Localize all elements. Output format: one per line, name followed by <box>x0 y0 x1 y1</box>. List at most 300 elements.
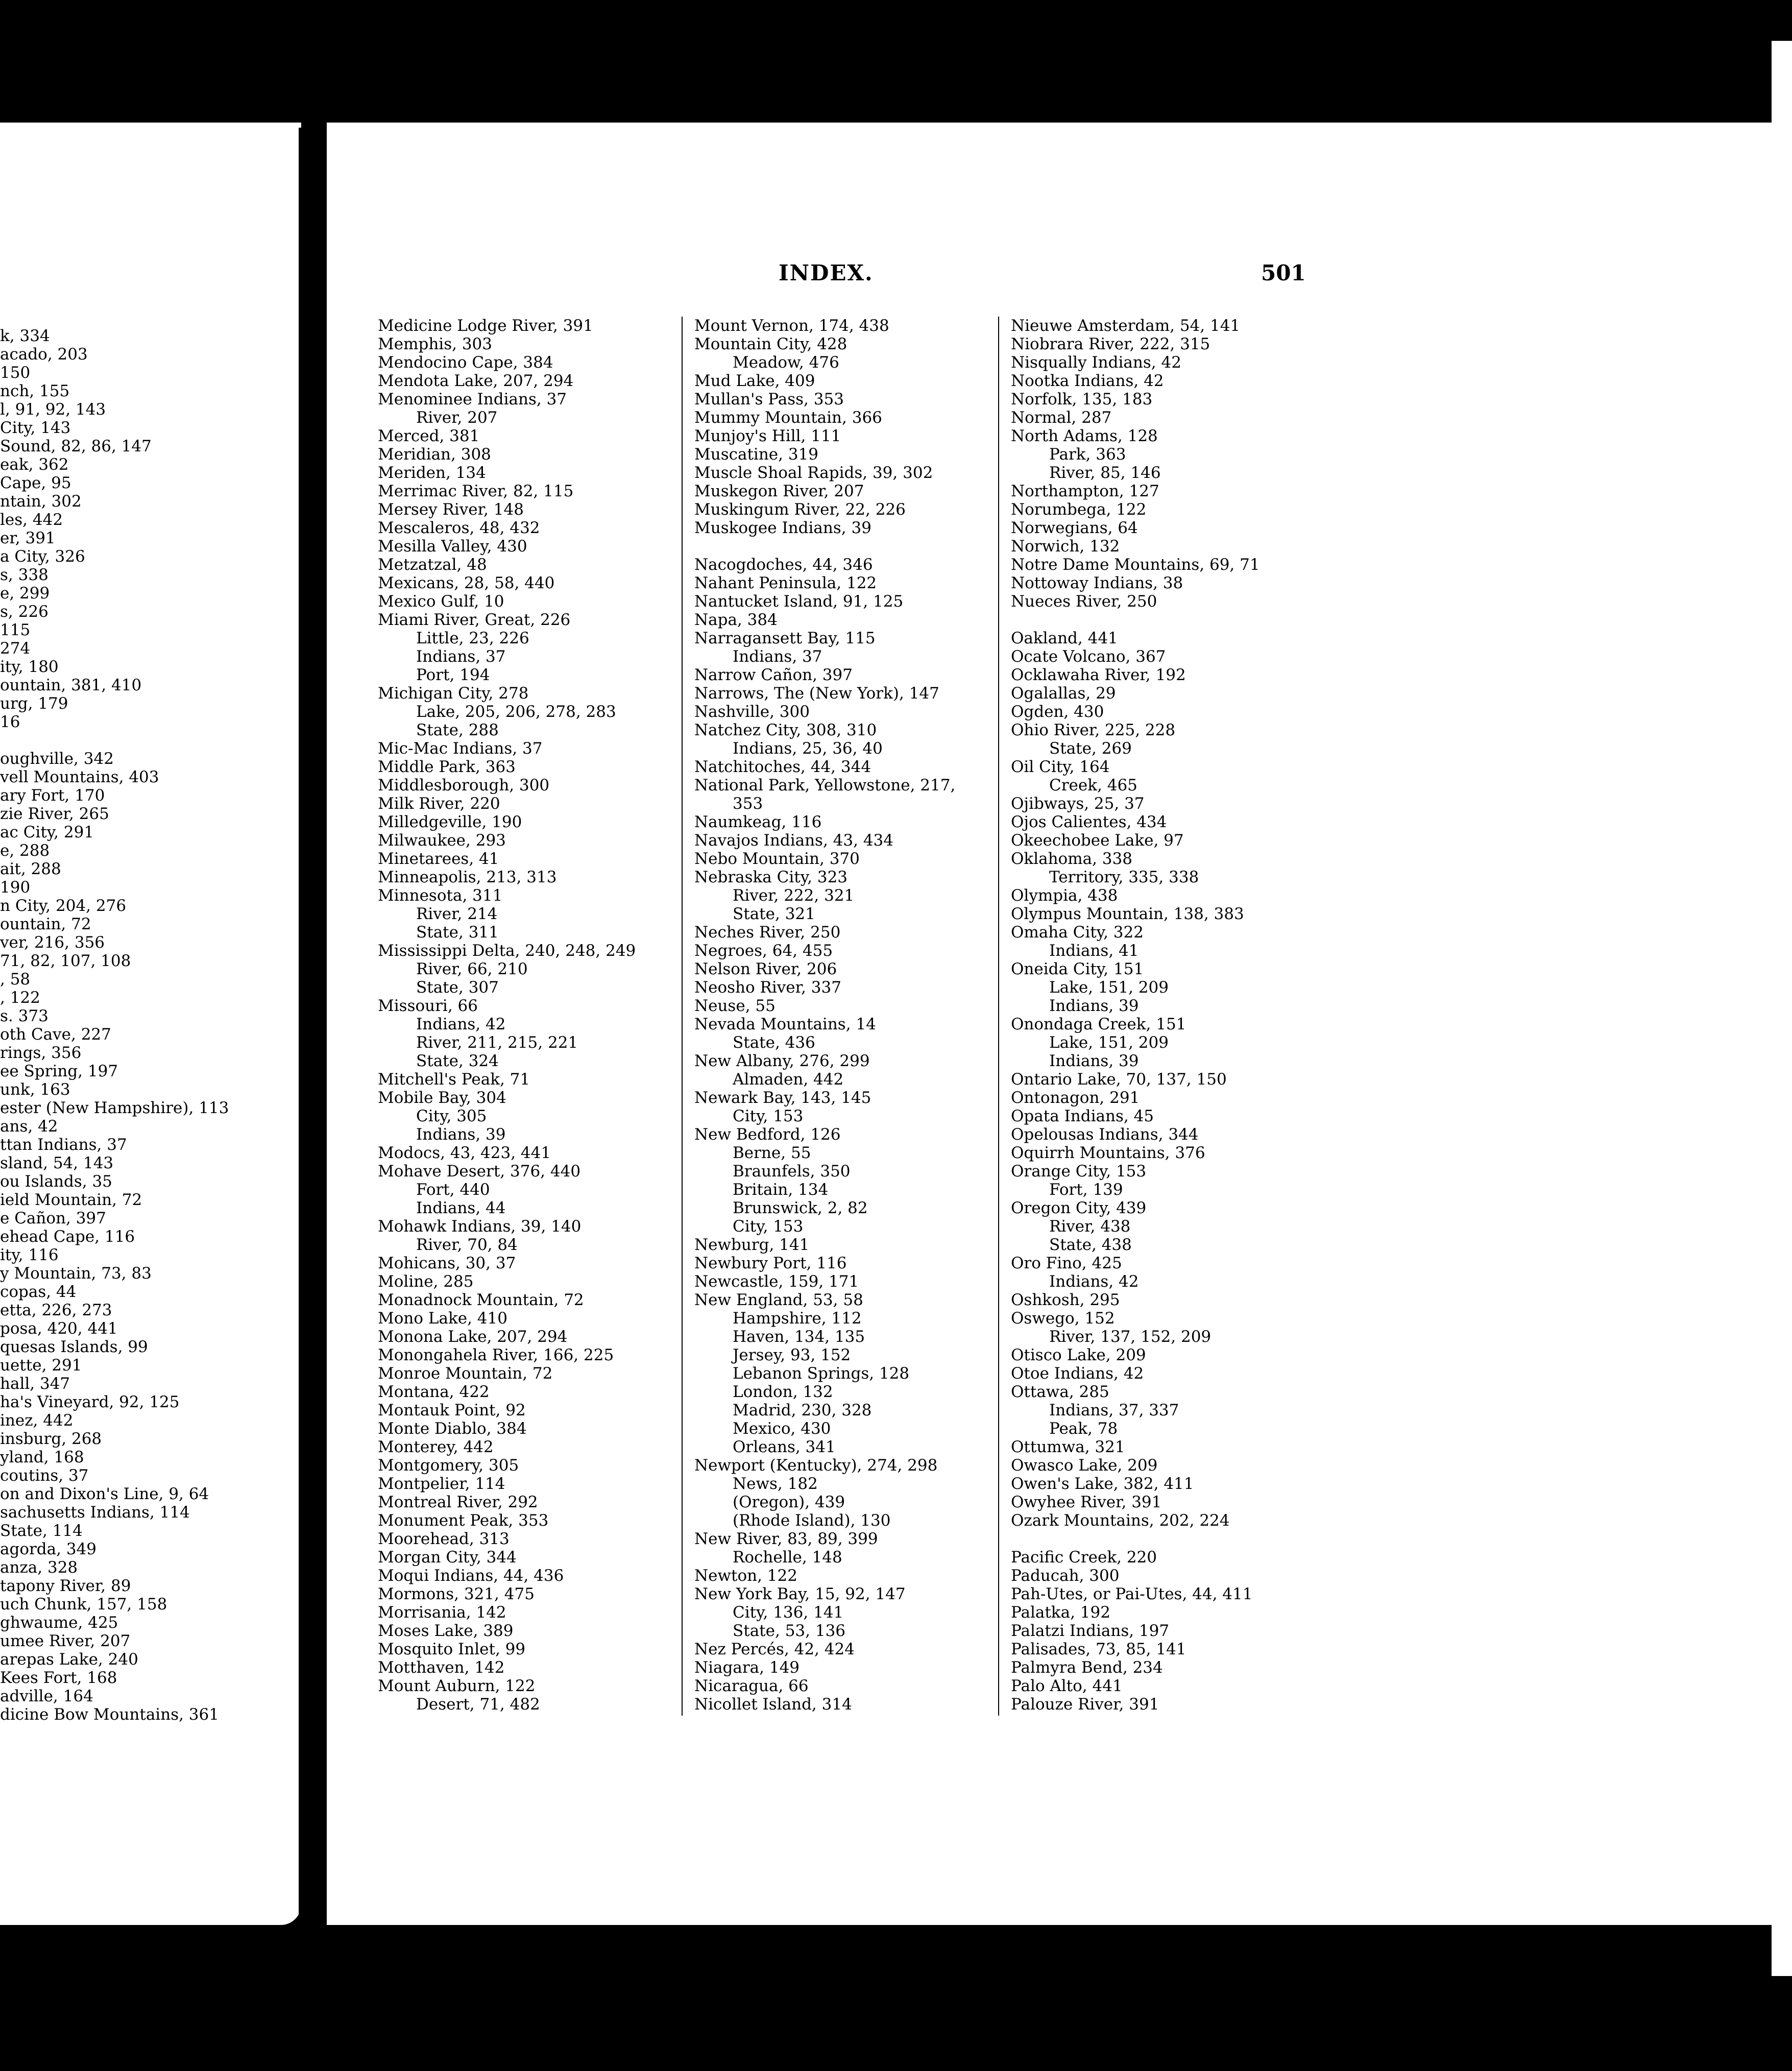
index-subentry: City, 305 <box>416 1107 487 1125</box>
index-entry: Nootka Indians, 42 <box>1011 372 1164 390</box>
index-entry: Otoe Indians, 42 <box>1011 1364 1144 1383</box>
index-entry: Moses Lake, 389 <box>378 1622 514 1640</box>
index-entry: Newark Bay, 143, 145 <box>694 1089 871 1107</box>
index-subentry: State, 307 <box>416 978 499 997</box>
index-entry: Mud Lake, 409 <box>694 372 815 390</box>
index-entry: Palo Alto, 441 <box>1011 1677 1123 1695</box>
index-entry: Nahant Peninsula, 122 <box>694 574 877 592</box>
index-entry: Nicaragua, 66 <box>694 1677 809 1695</box>
index-entry: Mullan's Pass, 353 <box>694 390 844 408</box>
index-entry-fragment: ountain, 381, 410 <box>0 676 142 694</box>
index-entry-fragment: ttan Indians, 37 <box>0 1136 127 1154</box>
index-entry: Oneida City, 151 <box>1011 960 1144 978</box>
index-entry: Ontonagon, 291 <box>1011 1089 1140 1107</box>
index-entry: Olympus Mountain, 138, 383 <box>1011 905 1244 923</box>
index-subentry: State, 288 <box>416 721 499 739</box>
index-entry: Onondaga Creek, 151 <box>1011 1015 1186 1033</box>
index-subentry: 353 <box>733 794 763 813</box>
index-entry: Muskingum River, 22, 226 <box>694 500 906 519</box>
index-subentry: Park, 363 <box>1049 445 1126 464</box>
index-entry: Owasco Lake, 209 <box>1011 1456 1158 1475</box>
index-subentry: Lebanon Springs, 128 <box>733 1364 910 1383</box>
index-entry: Palmyra Bend, 234 <box>1011 1658 1163 1677</box>
index-subentry: River, 70, 84 <box>416 1236 518 1254</box>
index-entry-fragment: ehead Cape, 116 <box>0 1227 135 1246</box>
index-entry-fragment: l, 91, 92, 143 <box>0 400 106 419</box>
index-subentry: Indians, 25, 36, 40 <box>733 739 883 758</box>
index-entry: Owyhee River, 391 <box>1011 1493 1162 1511</box>
index-subentry: River, 137, 152, 209 <box>1049 1328 1212 1346</box>
index-subentry: Indians, 37 <box>416 647 506 666</box>
index-entry: Medicine Lodge River, 391 <box>378 317 593 335</box>
index-entry: Nicollet Island, 314 <box>694 1695 852 1714</box>
index-entry: Modocs, 43, 423, 441 <box>378 1144 551 1162</box>
index-entry: Newton, 122 <box>694 1567 797 1585</box>
index-subentry: Peak, 78 <box>1049 1419 1118 1438</box>
index-entry: Norwegians, 64 <box>1011 519 1138 537</box>
index-entry: Natchez City, 308, 310 <box>694 721 877 739</box>
index-entry: Mesilla Valley, 430 <box>378 537 527 556</box>
index-entry: Nieuwe Amsterdam, 54, 141 <box>1011 317 1241 335</box>
index-entry: Michigan City, 278 <box>378 684 529 703</box>
index-entry: Mohave Desert, 376, 440 <box>378 1162 581 1181</box>
index-entry-fragment: acado, 203 <box>0 345 88 364</box>
index-entry-fragment: insburg, 268 <box>0 1430 102 1448</box>
index-column-3 <box>1011 317 1260 1714</box>
index-subentry: Desert, 71, 482 <box>416 1695 540 1714</box>
index-entry: Montauk Point, 92 <box>378 1401 526 1419</box>
page-edge <box>1772 41 1792 1976</box>
index-entry: Nelson River, 206 <box>694 960 837 978</box>
index-entry-fragment: ester (New Hampshire), 113 <box>0 1099 229 1117</box>
index-entry: Monongahela River, 166, 225 <box>378 1346 614 1364</box>
index-entry: Neosho River, 337 <box>694 978 841 997</box>
index-subentry: Lake, 151, 209 <box>1049 1033 1169 1052</box>
index-entry: Narragansett Bay, 115 <box>694 629 876 647</box>
index-entry: Meridian, 308 <box>378 445 491 464</box>
index-subentry: River, 66, 210 <box>416 960 528 978</box>
index-entry: Notre Dame Mountains, 69, 71 <box>1011 556 1260 574</box>
index-entry-fragment: k, 334 <box>0 327 50 345</box>
index-entry-fragment: eak, 362 <box>0 455 69 474</box>
index-entry: Pacific Creek, 220 <box>1011 1548 1157 1567</box>
index-subentry: Meadow, 476 <box>733 353 839 372</box>
index-entry: Ohio River, 225, 228 <box>1011 721 1176 739</box>
index-entry: Nebraska City, 323 <box>694 868 848 886</box>
index-entry-fragment: uch Chunk, 157, 158 <box>0 1595 167 1614</box>
index-entry: Montgomery, 305 <box>378 1456 519 1475</box>
index-subentry: River, 211, 215, 221 <box>416 1033 578 1052</box>
index-entry: Mount Auburn, 122 <box>378 1677 536 1695</box>
index-entry: Ogalallas, 29 <box>1011 684 1116 703</box>
index-subentry: London, 132 <box>733 1383 833 1401</box>
index-entry-fragment: ee Spring, 197 <box>0 1062 118 1080</box>
index-entry: Neches River, 250 <box>694 923 841 942</box>
index-subentry: Fort, 440 <box>416 1181 490 1199</box>
index-subentry: State, 324 <box>416 1052 499 1070</box>
index-entry: Northampton, 127 <box>1011 482 1159 500</box>
index-entry: Monument Peak, 353 <box>378 1511 549 1530</box>
page-title: INDEX. <box>779 260 874 285</box>
index-entry-fragment: Kees Fort, 168 <box>0 1669 117 1687</box>
index-entry-fragment: dicine Bow Mountains, 361 <box>0 1705 219 1724</box>
index-subentry: Mexico, 430 <box>733 1419 831 1438</box>
column-divider <box>682 317 683 1716</box>
index-entry-fragment: 150 <box>0 364 31 382</box>
index-entry-fragment: 190 <box>0 878 31 897</box>
index-subentry: Little, 23, 226 <box>416 629 529 647</box>
index-entry: Nashville, 300 <box>694 703 810 721</box>
index-entry-fragment: oth Cave, 227 <box>0 1025 111 1044</box>
index-entry-fragment: unk, 163 <box>0 1080 70 1099</box>
index-entry-fragment: posa, 420, 441 <box>0 1319 118 1338</box>
index-subentry: City, 153 <box>733 1107 804 1125</box>
index-subentry: Creek, 465 <box>1049 776 1137 794</box>
index-subentry: River, 207 <box>416 408 498 427</box>
index-subentry: State, 321 <box>733 905 815 923</box>
index-subentry: River, 438 <box>1049 1217 1131 1236</box>
index-entry: Menominee Indians, 37 <box>378 390 567 408</box>
index-entry: Norwich, 132 <box>1011 537 1120 556</box>
index-entry-fragment: ait, 288 <box>0 860 61 878</box>
index-entry: Middlesborough, 300 <box>378 776 550 794</box>
index-entry-fragment: nch, 155 <box>0 382 70 400</box>
index-entry <box>694 537 955 556</box>
index-entry: Mosquito Inlet, 99 <box>378 1640 526 1658</box>
index-entry: Meriden, 134 <box>378 464 486 482</box>
index-entry: Ocklawaha River, 192 <box>1011 666 1186 684</box>
index-entry: Muskogee Indians, 39 <box>694 519 871 537</box>
index-entry-fragment: ountain, 72 <box>0 915 91 933</box>
index-subentry: City, 153 <box>733 1217 804 1236</box>
index-subentry: Madrid, 230, 328 <box>733 1401 872 1419</box>
index-entry: Monadnock Mountain, 72 <box>378 1291 584 1309</box>
index-entry: Oil City, 164 <box>1011 758 1110 776</box>
index-entry-fragment: vell Mountains, 403 <box>0 768 159 786</box>
index-subentry: Indians, 37, 337 <box>1049 1401 1179 1419</box>
index-entry: Ogden, 430 <box>1011 703 1104 721</box>
index-subentry: (Rhode Island), 130 <box>733 1511 891 1530</box>
index-subentry: Britain, 134 <box>733 1181 829 1199</box>
index-entry: Newburg, 141 <box>694 1236 810 1254</box>
index-entry: Nacogdoches, 44, 346 <box>694 556 873 574</box>
index-subentry: Indians, 37 <box>733 647 822 666</box>
index-entry: Montpelier, 114 <box>378 1475 505 1493</box>
index-subentry: State, 438 <box>1049 1236 1132 1254</box>
index-entry: Ontario Lake, 70, 137, 150 <box>1011 1070 1227 1089</box>
index-entry-fragment: zie River, 265 <box>0 805 109 823</box>
index-entry: New York Bay, 15, 92, 147 <box>694 1585 906 1603</box>
index-subentry: Lake, 205, 206, 278, 283 <box>416 703 616 721</box>
index-entry: Naumkeag, 116 <box>694 813 822 831</box>
index-entry-fragment: anza, 328 <box>0 1558 78 1577</box>
index-column-1 <box>378 317 636 1714</box>
index-subentry: Brunswick, 2, 82 <box>733 1199 868 1217</box>
index-entry: Mohicans, 30, 37 <box>378 1254 516 1272</box>
index-subentry: Jersey, 93, 152 <box>733 1346 851 1364</box>
index-entry: Monona Lake, 207, 294 <box>378 1328 568 1346</box>
index-entry: Neuse, 55 <box>694 997 776 1015</box>
index-entry: Motthaven, 142 <box>378 1658 505 1677</box>
index-entry: Ocate Volcano, 367 <box>1011 647 1166 666</box>
index-entry: Middle Park, 363 <box>378 758 516 776</box>
index-entry: Ozark Mountains, 202, 224 <box>1011 1511 1230 1530</box>
index-entry: Orange City, 153 <box>1011 1162 1147 1181</box>
index-entry: Norfolk, 135, 183 <box>1011 390 1153 408</box>
index-entry: Milwaukee, 293 <box>378 831 506 850</box>
index-entry-fragment: Sound, 82, 86, 147 <box>0 437 152 455</box>
index-entry: Milledgeville, 190 <box>378 813 522 831</box>
index-entry-fragment: quesas Islands, 99 <box>0 1338 148 1356</box>
index-entry: Mountain City, 428 <box>694 335 847 353</box>
index-entry: Mitchell's Peak, 71 <box>378 1070 530 1089</box>
index-entry: Normal, 287 <box>1011 408 1112 427</box>
index-entry-fragment: ary Fort, 170 <box>0 786 105 805</box>
index-subentry: State, 436 <box>733 1033 815 1052</box>
index-entry-fragment: sachusetts Indians, 114 <box>0 1503 190 1522</box>
index-entry-fragment: ou Islands, 35 <box>0 1172 112 1191</box>
index-entry: Omaha City, 322 <box>1011 923 1144 942</box>
index-subentry: Indians, 44 <box>416 1199 506 1217</box>
index-subentry: Almaden, 442 <box>733 1070 844 1089</box>
index-entry-fragment: urg, 179 <box>0 694 68 713</box>
index-subentry: State, 269 <box>1049 739 1132 758</box>
index-entry: New River, 83, 89, 399 <box>694 1530 878 1548</box>
index-subentry: State, 53, 136 <box>733 1622 846 1640</box>
index-entry: Muscle Shoal Rapids, 39, 302 <box>694 464 933 482</box>
index-subentry: River, 214 <box>416 905 498 923</box>
index-entry: Oshkosh, 295 <box>1011 1291 1120 1309</box>
index-entry-fragment: 274 <box>0 639 31 658</box>
index-entry: Owen's Lake, 382, 411 <box>1011 1475 1194 1493</box>
index-entry: Metzatzal, 48 <box>378 556 487 574</box>
index-subentry: City, 136, 141 <box>733 1603 844 1622</box>
index-entry: Mendocino Cape, 384 <box>378 353 553 372</box>
index-subentry: Indians, 42 <box>416 1015 506 1033</box>
index-entry-fragment: ity, 116 <box>0 1246 59 1264</box>
index-entry: Opelousas Indians, 344 <box>1011 1125 1199 1144</box>
index-entry-fragment: Cape, 95 <box>0 474 71 492</box>
index-entry: Negroes, 64, 455 <box>694 942 833 960</box>
index-entry-fragment: uette, 291 <box>0 1356 82 1375</box>
index-entry-fragment: etta, 226, 273 <box>0 1301 112 1319</box>
index-entry-fragment: e, 299 <box>0 584 50 603</box>
index-entry-fragment: arepas Lake, 240 <box>0 1650 138 1669</box>
index-entry: Nebo Mountain, 370 <box>694 850 860 868</box>
index-entry: Morrisania, 142 <box>378 1603 506 1622</box>
index-entry: Moline, 285 <box>378 1272 474 1291</box>
index-entry: Montana, 422 <box>378 1383 490 1401</box>
index-subentry: Haven, 134, 135 <box>733 1328 865 1346</box>
index-entry: Mummy Mountain, 366 <box>694 408 882 427</box>
index-entry: New Bedford, 126 <box>694 1125 841 1144</box>
index-entry-fragment: inez, 442 <box>0 1411 74 1430</box>
index-entry: Olympia, 438 <box>1011 886 1118 905</box>
index-entry-fragment: ha's Vineyard, 92, 125 <box>0 1393 180 1411</box>
index-entry: Newbury Port, 116 <box>694 1254 847 1272</box>
index-entry-fragment: ver, 216, 356 <box>0 933 105 952</box>
index-entry: Oquirrh Mountains, 376 <box>1011 1144 1205 1162</box>
index-entry-fragment: 115 <box>0 621 31 639</box>
index-entry: Mendota Lake, 207, 294 <box>378 372 574 390</box>
index-entry: Nantucket Island, 91, 125 <box>694 592 904 611</box>
index-entry-fragment: s. 373 <box>0 1007 49 1025</box>
index-entry: Nottoway Indians, 38 <box>1011 574 1183 592</box>
index-entry: New England, 53, 58 <box>694 1291 863 1309</box>
index-entry: Monterey, 442 <box>378 1438 494 1456</box>
index-entry: Palisades, 73, 85, 141 <box>1011 1640 1186 1658</box>
index-subentry: River, 85, 146 <box>1049 464 1161 482</box>
index-entry-fragment: a City, 326 <box>0 547 85 566</box>
index-entry-fragment: yland, 168 <box>0 1448 84 1466</box>
index-entry: Mississippi Delta, 240, 248, 249 <box>378 942 636 960</box>
index-subentry: Rochelle, 148 <box>733 1548 842 1567</box>
index-entry-fragment: City, 143 <box>0 419 71 437</box>
index-entry: Palatka, 192 <box>1011 1603 1110 1622</box>
index-subentry: Indians, 39 <box>1049 1052 1139 1070</box>
index-entry: Missouri, 66 <box>378 997 478 1015</box>
index-subentry: Fort, 139 <box>1049 1181 1123 1199</box>
left-page-index-fragments <box>0 327 301 1724</box>
index-entry: Monte Diablo, 384 <box>378 1419 527 1438</box>
index-entry: Newcastle, 159, 171 <box>694 1272 859 1291</box>
index-entry-fragment: e Cañon, 397 <box>0 1209 106 1227</box>
index-entry: Narrows, The (New York), 147 <box>694 684 939 703</box>
index-entry-fragment: oughville, 342 <box>0 750 114 768</box>
index-entry: Narrow Cañon, 397 <box>694 666 853 684</box>
index-entry: Ojibways, 25, 37 <box>1011 794 1145 813</box>
index-entry: Morgan City, 344 <box>378 1548 517 1567</box>
index-entry: Niagara, 149 <box>694 1658 800 1677</box>
index-entry: Ojos Calientes, 434 <box>1011 813 1167 831</box>
index-entry: Pah-Utes, or Pai-Utes, 44, 411 <box>1011 1585 1253 1603</box>
index-subentry: Berne, 55 <box>733 1144 811 1162</box>
index-subentry: State, 311 <box>416 923 499 942</box>
index-entry-fragment: hall, 347 <box>0 1375 70 1393</box>
index-entry: Merced, 381 <box>378 427 480 445</box>
index-entry: Minetarees, 41 <box>378 850 499 868</box>
index-subentry: Territory, 335, 338 <box>1049 868 1199 886</box>
index-entry: Ottumwa, 321 <box>1011 1438 1125 1456</box>
index-entry-fragment: ac City, 291 <box>0 823 94 841</box>
index-entry: Palatzi Indians, 197 <box>1011 1622 1170 1640</box>
index-entry: Niobrara River, 222, 315 <box>1011 335 1210 353</box>
index-entry: Mescaleros, 48, 432 <box>378 519 540 537</box>
index-entry: Napa, 384 <box>694 611 778 629</box>
index-entry: Minneapolis, 213, 313 <box>378 868 557 886</box>
left-page <box>0 123 301 1925</box>
index-subentry: Lake, 151, 209 <box>1049 978 1169 997</box>
column-divider <box>998 317 999 1716</box>
index-entry: Milk River, 220 <box>378 794 500 813</box>
index-entry: Munjoy's Hill, 111 <box>694 427 841 445</box>
index-entry-fragment <box>0 731 301 750</box>
index-entry: National Park, Yellowstone, 217, <box>694 776 956 794</box>
index-column-2 <box>694 317 955 1714</box>
index-subentry: River, 222, 321 <box>733 886 855 905</box>
index-entry: Oakland, 441 <box>1011 629 1118 647</box>
index-entry: Nevada Mountains, 14 <box>694 1015 876 1033</box>
index-entry-fragment: s, 338 <box>0 566 49 584</box>
index-entry-fragment: adville, 164 <box>0 1687 93 1705</box>
index-entry: Opata Indians, 45 <box>1011 1107 1154 1125</box>
index-entry: Palouze River, 391 <box>1011 1695 1159 1714</box>
index-subentry: Orleans, 341 <box>733 1438 836 1456</box>
index-entry: Mormons, 321, 475 <box>378 1585 535 1603</box>
index-entry: Mexicans, 28, 58, 440 <box>378 574 555 592</box>
index-subentry: Braunfels, 350 <box>733 1162 851 1181</box>
index-entry: Norumbega, 122 <box>1011 500 1147 519</box>
index-subentry: Indians, 42 <box>1049 1272 1139 1291</box>
index-entry-fragment: copas, 44 <box>0 1283 77 1301</box>
index-entry: Montreal River, 292 <box>378 1493 538 1511</box>
index-entry: Newport (Kentucky), 274, 298 <box>694 1456 938 1475</box>
index-entry: Mono Lake, 410 <box>378 1309 507 1328</box>
index-entry: Moqui Indians, 44, 436 <box>378 1567 564 1585</box>
index-entry-fragment: , 122 <box>0 989 40 1007</box>
index-entry-fragment: on and Dixon's Line, 9, 64 <box>0 1485 209 1503</box>
index-entry-fragment: rings, 356 <box>0 1044 82 1062</box>
index-entry-fragment: agorda, 349 <box>0 1540 97 1558</box>
index-entry: Muscatine, 319 <box>694 445 819 464</box>
index-entry-fragment: s, 226 <box>0 603 49 621</box>
index-entry: Mexico Gulf, 10 <box>378 592 504 611</box>
index-entry-fragment: y Mountain, 73, 83 <box>0 1264 152 1283</box>
index-entry-fragment: er, 391 <box>0 529 56 547</box>
index-entry-fragment: sland, 54, 143 <box>0 1154 114 1172</box>
index-entry: Mersey River, 148 <box>378 500 524 519</box>
index-entry: Oregon City, 439 <box>1011 1199 1147 1217</box>
index-entry: Minnesota, 311 <box>378 886 503 905</box>
index-subentry: Indians, 41 <box>1049 942 1139 960</box>
index-entry <box>1011 1530 1260 1548</box>
index-entry: New Albany, 276, 299 <box>694 1052 870 1070</box>
index-subentry: Indians, 39 <box>1049 997 1139 1015</box>
index-entry <box>1011 611 1260 629</box>
index-entry-fragment: State, 114 <box>0 1522 83 1540</box>
index-entry: Muskegon River, 207 <box>694 482 864 500</box>
index-entry: Navajos Indians, 43, 434 <box>694 831 893 850</box>
index-subentry: News, 182 <box>733 1475 818 1493</box>
index-entry: Merrimac River, 82, 115 <box>378 482 574 500</box>
index-entry-fragment: e, 288 <box>0 841 50 860</box>
index-entry-fragment: umee River, 207 <box>0 1632 131 1650</box>
index-entry-fragment: ity, 180 <box>0 658 59 676</box>
index-entry: Okeechobee Lake, 97 <box>1011 831 1184 850</box>
index-entry-fragment: 71, 82, 107, 108 <box>0 952 131 970</box>
index-subentry: (Oregon), 439 <box>733 1493 845 1511</box>
index-subentry: Indians, 39 <box>416 1125 506 1144</box>
book-gutter <box>299 128 329 1915</box>
index-entry-fragment: 16 <box>0 713 20 731</box>
index-entry: Ottawa, 285 <box>1011 1383 1109 1401</box>
index-entry: Paducah, 300 <box>1011 1567 1120 1585</box>
index-subentry: Port, 194 <box>416 666 490 684</box>
index-entry: North Adams, 128 <box>1011 427 1158 445</box>
index-entry: Nueces River, 250 <box>1011 592 1157 611</box>
index-entry-fragment: tapony River, 89 <box>0 1577 131 1595</box>
index-entry-fragment: n City, 204, 276 <box>0 897 127 915</box>
index-entry: Nisqually Indians, 42 <box>1011 353 1181 372</box>
index-entry: Memphis, 303 <box>378 335 492 353</box>
index-entry-fragment: ans, 42 <box>0 1117 58 1136</box>
index-entry: Moorehead, 313 <box>378 1530 510 1548</box>
index-entry-fragment: ghwaume, 425 <box>0 1614 118 1632</box>
index-entry: Mount Vernon, 174, 438 <box>694 317 889 335</box>
index-entry: Monroe Mountain, 72 <box>378 1364 553 1383</box>
index-entry-fragment: ntain, 302 <box>0 492 82 511</box>
index-entry: Otisco Lake, 209 <box>1011 1346 1146 1364</box>
